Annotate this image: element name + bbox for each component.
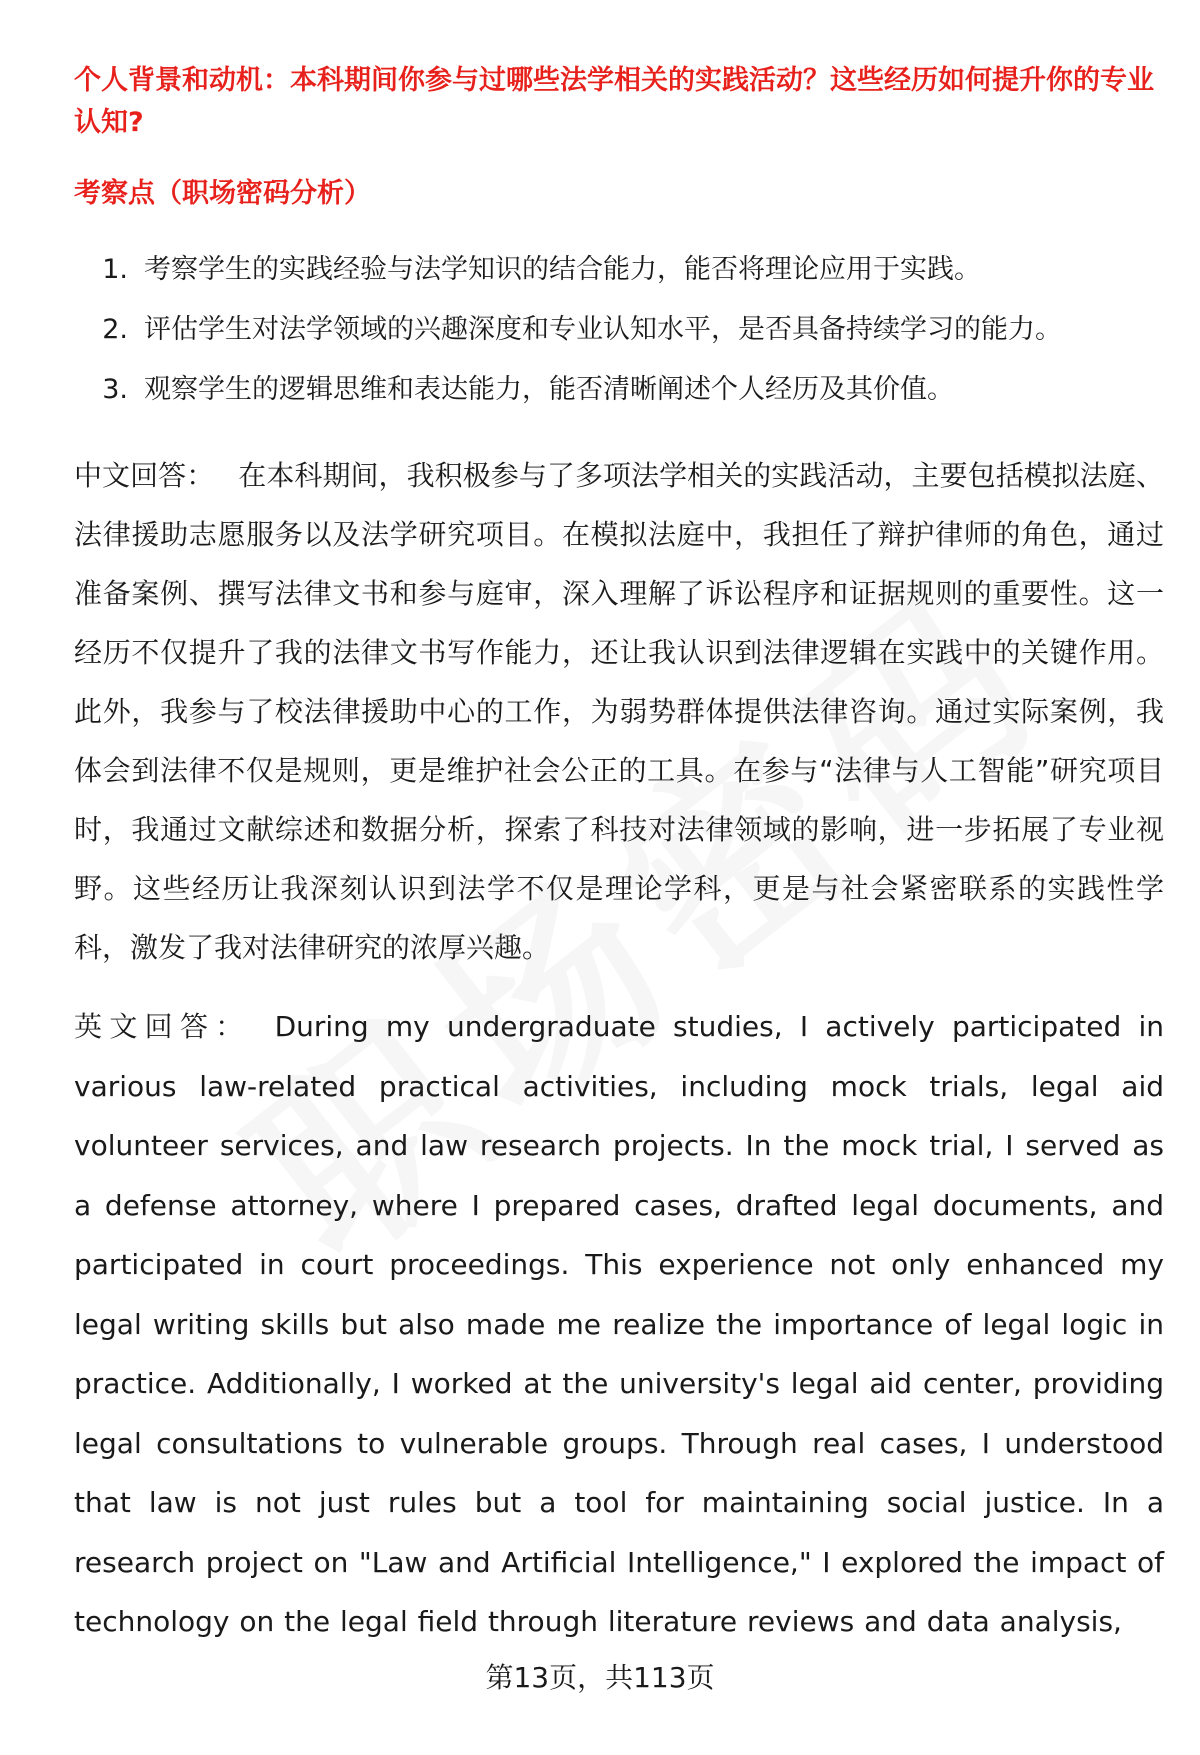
page-number-footer: 第13页，共113页 xyxy=(485,1661,715,1694)
assessment-point xyxy=(74,360,1164,420)
point-text: 评估学生对法学领域的兴趣深度和专业认知水平，是否具备持续学习的能力。 xyxy=(144,314,1062,345)
assessment-point xyxy=(74,240,1164,300)
english-answer xyxy=(74,997,1164,1652)
assessment-points xyxy=(74,240,1164,420)
chinese-answer-text: 在本科期间，我积极参与了多项法学相关的实践活动，主要包括模拟法庭、法律援助志愿服务以及法学研究项目。在模拟法庭中，我担任了辩护律师的角色，通过准备案例、撰写法律文书和参与庭审，深入理解了诉讼程序和证据规则的重要性。这一经历不仅提升了我的法律文书写作能力，还让我认识到法律逻辑在实践中的关键作用。此外，我参与了校法律援助中心的工作，为弱势群体提供法律咨询。通过实际案例，我体会到法律不仅是规则，更是维护社会公正的工具。在参与“法律与人工智能”研究项目时，我通过文献综述和数据分析，探索了科技对法律领域的影响，进一步拓展了专业视野。这些经历让我深刻认识到法学不仅是理论学科，更是与社会紧密联系的实践性学科，激发了我对法律研究的浓厚兴趣。 xyxy=(74,459,1164,964)
english-answer-label: 英文回答： xyxy=(74,1010,251,1043)
english-answer-text: During my undergraduate studies, I actively participated in various law-related practical activities, including mock trials, legal aid volunteer services, and law research projects. In the mock trial, I served as a defense attorney, where I prepared cases, drafted legal documents, and participated in court proceedings. This experience not only enhanced my legal writing skills but also made me realize the importance of legal logic in practice. Additionally, I worked at the university's legal aid center, providing legal consultations to vulnerable groups. Through real cases, I understood that law is not just rules but a tool for maintaining social justice. In a research project on "Law and Artificial Intelligence," I explored the impact of technology on the legal field through literature reviews and data analysis, xyxy=(74,1010,1164,1638)
chinese-answer-label: 中文回答： xyxy=(74,459,215,492)
point-number: 1. xyxy=(102,254,128,285)
question-heading: 个人背景和动机：本科期间你参与过哪些法学相关的实践活动？这些经历如何提升你的专业认知? xyxy=(74,65,1154,138)
point-text: 观察学生的逻辑思维和表达能力，能否清晰阐述个人经历及其价值。 xyxy=(144,374,954,405)
chinese-answer xyxy=(74,446,1164,977)
point-number: 3. xyxy=(102,374,128,405)
content xyxy=(74,60,1164,1652)
point-text: 考察学生的实践经验与法学知识的结合能力，能否将理论应用于实践。 xyxy=(144,254,981,285)
assessment-title: 考察点（职场密码分析） xyxy=(74,178,371,209)
point-number: 2. xyxy=(102,314,128,345)
assessment-point xyxy=(74,300,1164,360)
